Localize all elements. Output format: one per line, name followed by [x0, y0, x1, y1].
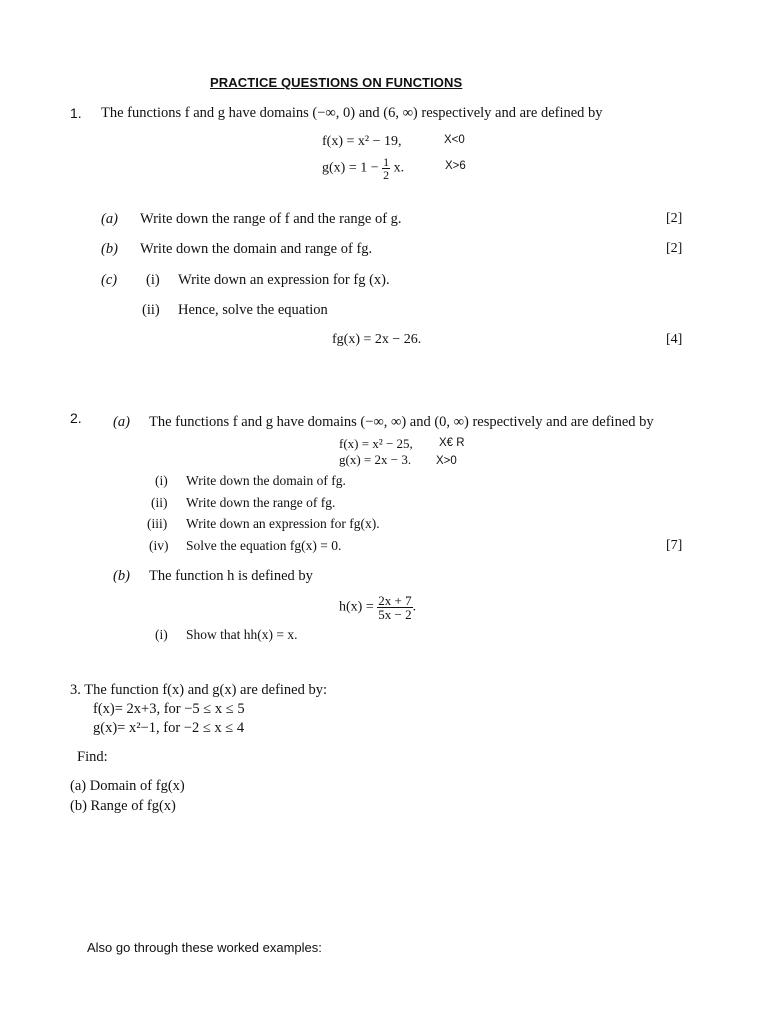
q1-part-c-label: (c): [101, 272, 118, 288]
q1-g-def-left: g(x) = 1 −: [322, 160, 379, 176]
q2-part-a-marks: [7]: [666, 538, 683, 553]
q1-part-b-label: (b): [101, 241, 118, 257]
q2-f-definition: f(x) = x² − 25,: [339, 436, 413, 451]
question-1-number: 1.: [70, 105, 82, 121]
q2-b-i-text: Show that hh(x) = x.: [186, 627, 298, 642]
q3-intro: 3. The function f(x) and g(x) are defined by:: [70, 682, 328, 698]
q2-h-denominator: 5x − 2: [378, 607, 412, 622]
q2-a-iv-label: (iv): [149, 538, 169, 553]
q2-a-i-text: Write down the domain of fg.: [186, 473, 346, 488]
q3-part-a: (a) Domain of fg(x): [70, 778, 185, 794]
q2-a-iii-label: (iii): [147, 516, 168, 531]
q1-g-def-right: x.: [393, 160, 405, 176]
q2-part-b-intro: The function h is defined by: [149, 568, 313, 584]
q2-g-domain-note: X>0: [436, 455, 457, 467]
q2-h-definition: [339, 594, 416, 621]
q1-part-c-ii-label: (ii): [142, 302, 160, 318]
q2-a-ii-label: (ii): [151, 495, 168, 510]
q2-h-fraction: [377, 594, 412, 621]
q2-f-domain-note: X€ R: [439, 437, 465, 449]
q2-a-iii-text: Write down an expression for fg(x).: [186, 516, 380, 531]
q2-a-iv-text: Solve the equation fg(x) = 0.: [186, 538, 342, 553]
q2-part-a-intro: The functions f and g have domains (−∞, ∞) and (0, ∞) respectively and are defined by: [149, 414, 654, 430]
q3-g-definition: g(x)= x²−1, for −2 ≤ x ≤ 4: [93, 720, 245, 736]
question-2-number: 2.: [70, 410, 82, 426]
q2-a-i-label: (i): [155, 473, 168, 488]
q1-part-b-marks: [2]: [666, 241, 683, 256]
q1-part-c-i-label: (i): [146, 272, 160, 288]
q3-f-definition: f(x)= 2x+3, for −5 ≤ x ≤ 5: [93, 701, 245, 717]
q1-part-a-marks: [2]: [666, 211, 683, 226]
q1-part-c-i-text: Write down an expression for fg (x).: [178, 272, 390, 288]
q1-g-fraction: [382, 156, 390, 181]
q2-g-definition: g(x) = 2x − 3.: [339, 452, 412, 467]
q1-part-a-text: Write down the range of f and the range of g.: [140, 211, 402, 227]
q2-h-end: .: [412, 599, 417, 615]
worked-examples-note: Also go through these worked examples:: [87, 940, 322, 955]
q1-f-definition: f(x) = x² − 19,: [322, 134, 402, 149]
q1-part-c-ii-text: Hence, solve the equation: [178, 302, 328, 318]
q1-part-a-label: (a): [101, 211, 118, 227]
q1-part-b-text: Write down the domain and range of fg.: [140, 241, 373, 257]
q3-part-b: (b) Range of fg(x): [70, 798, 176, 814]
q2-a-ii-text: Write down the range of fg.: [186, 495, 336, 510]
q2-h-left: h(x) =: [339, 599, 374, 615]
q2-part-a-label: (a): [113, 414, 130, 430]
q1-g-fraction-denominator: 2: [383, 168, 390, 182]
q1-g-domain-note: X>6: [445, 160, 466, 172]
q2-h-numerator: 2x + 7: [378, 593, 412, 608]
q1-f-domain-note: X<0: [444, 134, 465, 146]
q1-equation: fg(x) = 2x − 26.: [332, 332, 422, 347]
q1-g-definition: [322, 156, 404, 181]
page-title: PRACTICE QUESTIONS ON FUNCTIONS: [210, 75, 463, 90]
q1-part-c-marks: [4]: [666, 332, 683, 347]
q2-b-i-label: (i): [155, 627, 168, 642]
q2-part-b-label: (b): [113, 568, 130, 584]
q1-g-fraction-numerator: 1: [383, 155, 390, 169]
q3-find-label: Find:: [77, 749, 108, 765]
question-1-intro: The functions f and g have domains (−∞, 0) and (6, ∞) respectively and are defined by: [101, 105, 603, 121]
